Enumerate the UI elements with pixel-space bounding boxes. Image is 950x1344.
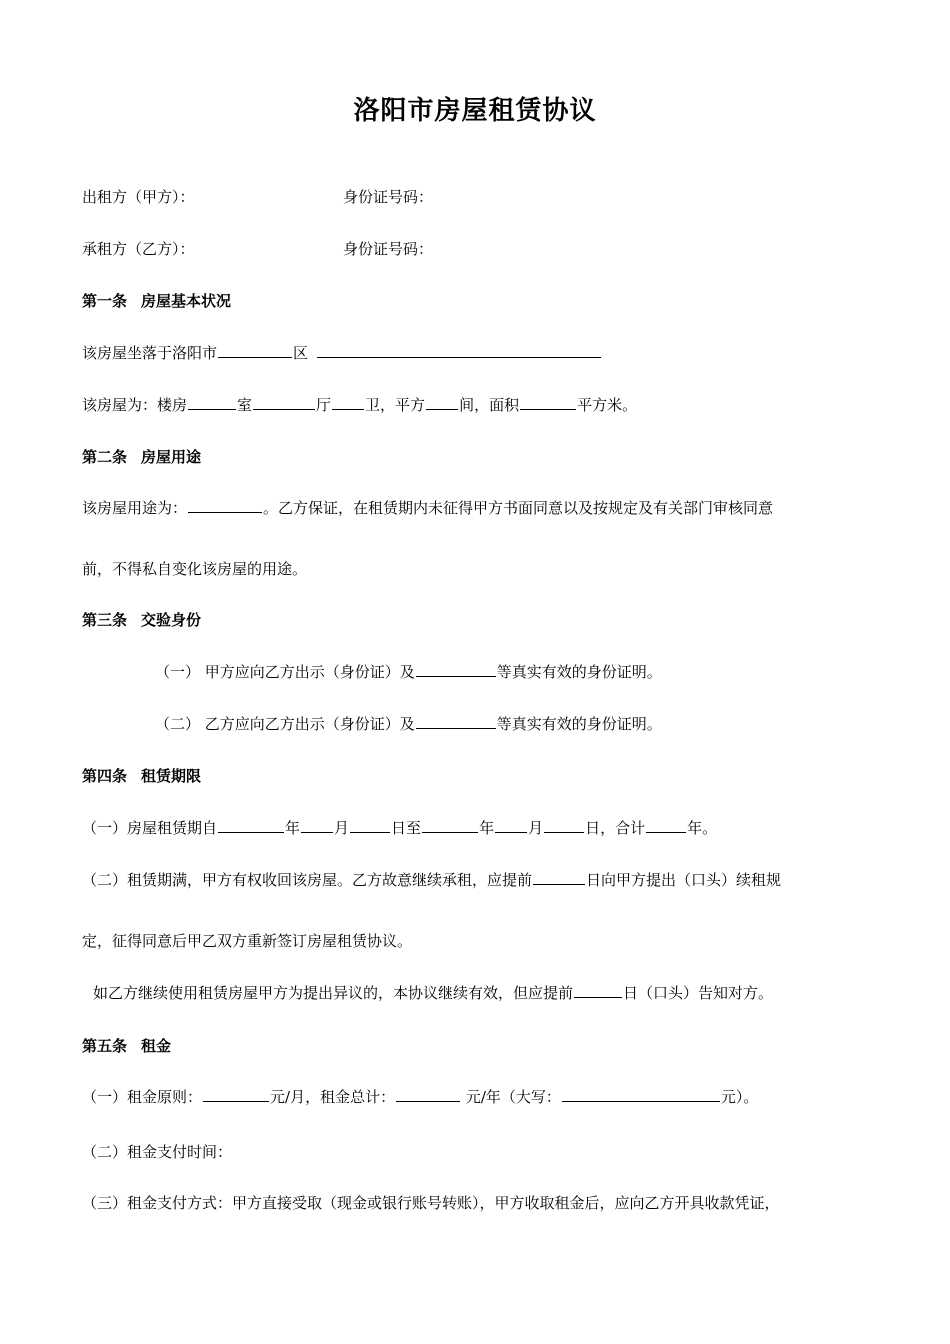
term-start-month-blank[interactable]: [301, 818, 333, 833]
term-end-month-blank[interactable]: [495, 818, 527, 833]
article1-heading: [82, 291, 231, 311]
article4-title: 租赁期限: [141, 767, 202, 785]
renew-line-2: 定，征得同意后甲乙双方重新签订房屋租赁协议。: [82, 932, 413, 950]
rent-total-blank[interactable]: [396, 1087, 460, 1102]
pay-time-line: （二）租金支付时间：: [82, 1143, 233, 1161]
use-text-1: 。乙方保证，在租赁期内未征得甲方书面同意以及按规定及有关部门审核同意: [263, 499, 774, 517]
id-item-2: [155, 714, 662, 734]
term-end-day-blank[interactable]: [544, 818, 584, 833]
continue-days-blank[interactable]: [574, 983, 622, 998]
term-day-to-label: 日至: [391, 819, 422, 837]
rent-line: [82, 1087, 758, 1107]
hall-label: 厅: [316, 396, 332, 414]
pay-method-line: （三）租金支付方式：甲方直接受取（现金或银行账号转账），甲方收取租金后，应向乙方开具收款凭证，: [82, 1194, 780, 1212]
continue-line: [93, 983, 773, 1003]
lessee-line: [82, 239, 195, 259]
lessor-id-label: 身份证号码：: [343, 188, 434, 206]
layout-line: [82, 395, 637, 415]
term-line: [82, 818, 717, 838]
location-line: [82, 343, 602, 363]
term-start-day-blank[interactable]: [350, 818, 390, 833]
article2-number: 第二条: [82, 448, 128, 466]
article5-heading: [82, 1036, 171, 1056]
rent-end-label: 元）。: [720, 1088, 759, 1106]
article2-heading: [82, 447, 201, 467]
article4-number: 第四条: [82, 767, 128, 785]
district-blank[interactable]: [218, 343, 292, 358]
id-item-2-suffix: 等真实有效的身份证明。: [496, 715, 662, 733]
lessor-label: 出租方（甲方）：: [82, 188, 195, 206]
article3-heading: [82, 610, 201, 630]
bath-label: 卫，平方: [365, 396, 426, 414]
term-year-label: 年: [285, 819, 301, 837]
renew-prefix: （二）租赁期满，甲方有权收回该房屋。乙方故意继续承租，应提前: [82, 871, 533, 889]
lessee-label: 承租方（乙方）：: [82, 240, 195, 258]
term-start-year-blank[interactable]: [218, 818, 284, 833]
id-item-1-suffix: 等真实有效的身份证明。: [496, 663, 662, 681]
article4-heading: [82, 766, 201, 786]
rent-prefix: （一）租金原则：: [82, 1088, 203, 1106]
renew-suffix: 日向甲方提出（口头）续租规: [586, 871, 782, 889]
id-item-1-prefix: （一） 甲方应向乙方出示（身份证）及: [155, 663, 415, 681]
lessee-id-label: 身份证号码：: [343, 240, 434, 258]
rent-capital-blank[interactable]: [562, 1087, 720, 1102]
article1-title: 房屋基本状况: [141, 292, 232, 310]
article5-title: 租金: [141, 1037, 172, 1055]
area-unit: 平方米。: [577, 396, 638, 414]
document-title: 洛阳市房屋租赁协议: [353, 96, 597, 126]
term-month-label: 月: [334, 819, 350, 837]
use-blank[interactable]: [188, 498, 262, 513]
term-prefix: （一）房屋租赁期自: [82, 819, 218, 837]
rent-month-label: 元/月，租金总计：: [270, 1088, 396, 1106]
article3-title: 交验身份: [141, 611, 202, 629]
address-blank[interactable]: [317, 343, 601, 358]
use-line-2: 前，不得私自变化该房屋的用途。: [82, 560, 308, 578]
lessor-line: [82, 187, 195, 207]
use-line-1: [82, 498, 773, 518]
renew-days-blank[interactable]: [533, 870, 585, 885]
use-prefix: 该房屋用途为：: [82, 499, 188, 517]
renew-line-1: [82, 870, 781, 890]
id-item-2-prefix: （二） 乙方应向乙方出示（身份证）及: [155, 715, 415, 733]
term-month2-label: 月: [528, 819, 544, 837]
article5-number: 第五条: [82, 1037, 128, 1055]
area-label: 间，面积: [459, 396, 520, 414]
id-item-1: [155, 662, 662, 682]
continue-prefix: 如乙方继续使用租赁房屋甲方为提出异议的，本协议继续有效，但应提前: [93, 984, 574, 1002]
article3-number: 第三条: [82, 611, 128, 629]
area-blank[interactable]: [520, 395, 576, 410]
rooms-blank[interactable]: [426, 395, 458, 410]
district-label: 区: [293, 344, 309, 362]
rent-year-label: 元/年（大写：: [461, 1088, 561, 1106]
article2-title: 房屋用途: [141, 448, 202, 466]
room-label: 室: [237, 396, 253, 414]
room-blank[interactable]: [188, 395, 236, 410]
continue-suffix: 日（口头）告知对方。: [623, 984, 774, 1002]
layout-prefix: 该房屋为：楼房: [82, 396, 188, 414]
bath-blank[interactable]: [332, 395, 364, 410]
article1-number: 第一条: [82, 292, 128, 310]
id-item-2-blank[interactable]: [416, 714, 496, 729]
term-year2-label: 年: [479, 819, 495, 837]
term-end-year-blank[interactable]: [422, 818, 478, 833]
hall-blank[interactable]: [253, 395, 315, 410]
term-day2-label: 日，合计: [585, 819, 646, 837]
id-item-1-blank[interactable]: [416, 662, 496, 677]
rent-monthly-blank[interactable]: [203, 1087, 269, 1102]
location-prefix: 该房屋坐落于洛阳市: [82, 344, 218, 362]
term-total-blank[interactable]: [646, 818, 686, 833]
term-end-label: 年。: [687, 819, 718, 837]
